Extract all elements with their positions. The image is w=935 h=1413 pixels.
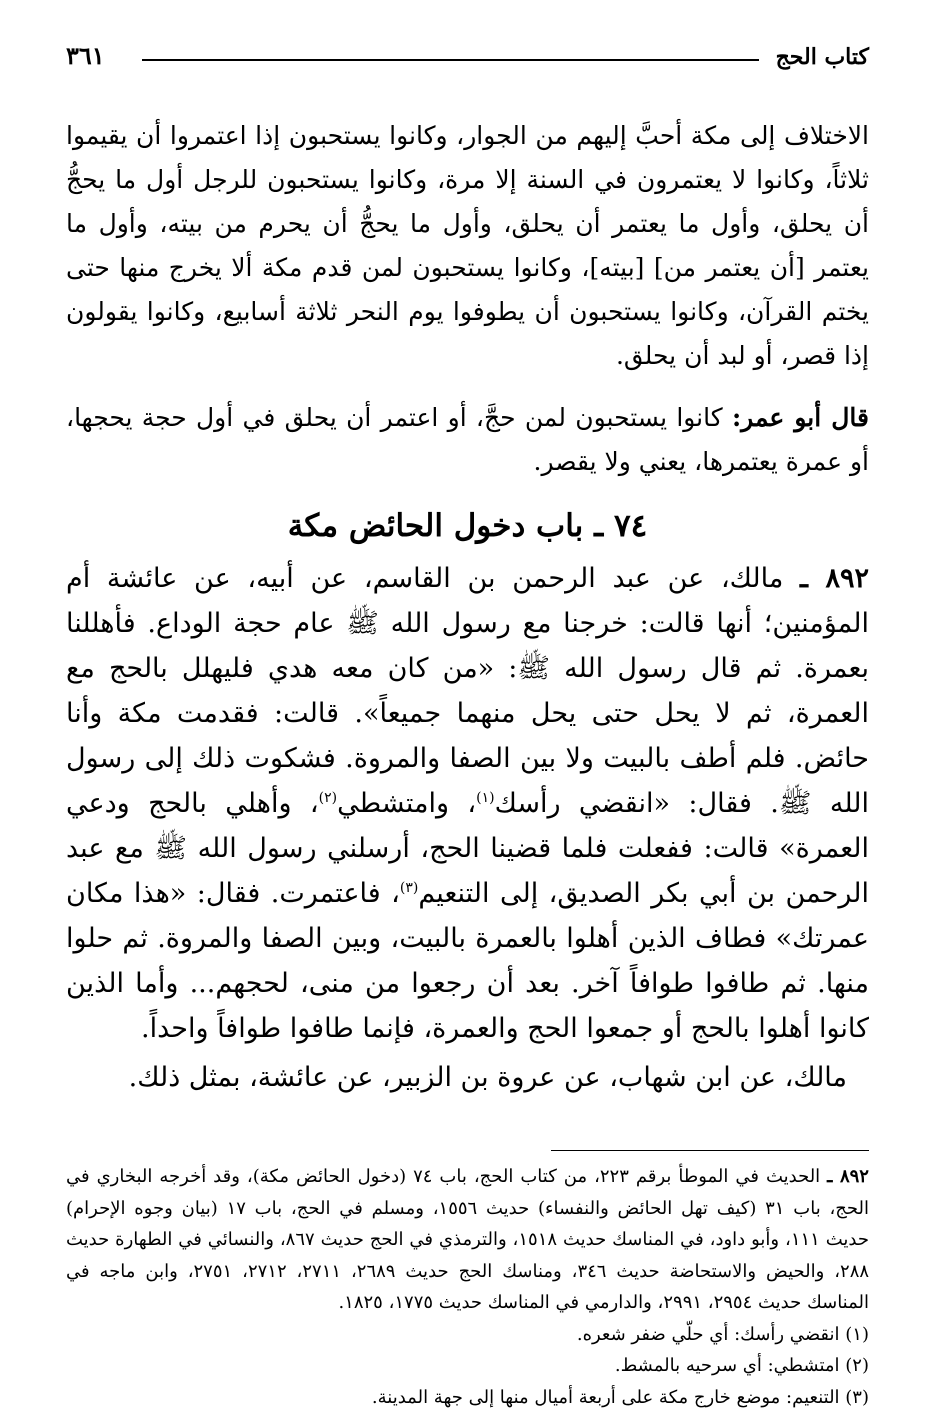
footnote-1: (١) انقضي رأسك: أي حلّي ضفر شعره. <box>66 1319 869 1351</box>
book-title: كتاب الحج <box>776 44 869 70</box>
footnote-main <box>66 1161 869 1319</box>
abu-umar-text: كانوا يستحبون لمن حجَّ، أو اعتمر أن يحلق في أول حجة يحجها، أو عمرة يعتمرها، يعني ولا يقصر. <box>66 403 869 476</box>
footnote-marker-3: (٣) <box>400 880 418 896</box>
footnote-3: (٣) التنعيم: موضع خارج مكة على أربعة أميال منها إلى جهة المدينة. <box>66 1382 869 1413</box>
abu-umar-paragraph <box>66 396 869 484</box>
footnote-marker-1: (١) <box>476 790 494 806</box>
hadith-number: ٨٩٢ ـ <box>800 563 869 594</box>
chapter-heading: ٧٤ ـ باب دخول الحائض مكة <box>66 502 869 550</box>
hadith-body-3: ، وأهلي بالحج ودعي العمرة» قالت: ففعلت فلما قضينا الحج، أرسلني رسول الله ﷺ مع عبد الرحمن بن أبي بكر الصديق، إلى التنعيم <box>66 788 869 909</box>
running-header <box>66 28 869 70</box>
opening-paragraph: الاختلاف إلى مكة أحبَّ إليهم من الجوار، وكانوا يستحبون إذا اعتمروا أن يقيموا ثلاثاً، وكانوا لا يعتمرون في السنة إلا مرة، وكانوا يستحبون للرجل أول ما يحجُّ أن يحلق، وأول ما يعتمر أن يحلق، وأول ما يحجُّ أن يحرم من بيته، وأول ما يعتمر [أن يعتمر من] [بيته]، وكانوا يستحبون لمن قدم مكة ألا يخرج منها حتى يختم القرآن، وكانوا يستحبون أن يطوفوا يوم النحر ثلاثة أسابيع، وكانوا يقولون إذا قصر، أو لبد أن يحلق. <box>66 114 869 378</box>
hadith-body-4: ، فاعتمرت. فقال: «هذا مكان عمرتك» فطاف الذين أهلوا بالعمرة بالبيت، وبين الصفا والمروة. ثم حلوا منها. ثم طافوا طوافاً آخر. بعد أن رجعوا من منى، لحجهم... وأما الذين كانوا أهلوا بالحج أو جمعوا الحج والعمرة، فإنما طافوا طوافاً واحداً. <box>66 878 869 1044</box>
hadith-892 <box>66 556 869 1051</box>
footnote-marker-2: (٢) <box>319 790 337 806</box>
header-rule <box>142 59 759 61</box>
hadith-body-1: مالك، عن عبد الرحمن بن القاسم، عن أبيه، عن عائشة أم المؤمنين؛ أنها قالت: خرجنا مع رسول الله ﷺ عام حجة الوداع. فأهللنا بعمرة. ثم قال رسول الله ﷺ: «من كان معه هدي فليهلل بالحج مع العمرة، ثم لا يحل حتى يحل منهما جميعاً». قالت: فقدمت مكة وأنا حائض. فلم أطف بالبيت ولا بين الصفا والمروة. فشكوت ذلك إلى رسول الله ﷺ. فقال: «انقضي رأسك <box>66 563 869 819</box>
footnote-separator <box>551 1150 869 1151</box>
page-number: ٣٦١ <box>66 41 105 70</box>
footnote-2: (٢) امتشطي: أي سرحيه بالمشط. <box>66 1350 869 1382</box>
hadith-body-2: ، وامتشطي <box>337 788 476 819</box>
footnote-main-number: ٨٩٢ ـ <box>827 1166 869 1187</box>
second-chain: مالك، عن ابن شهاب، عن عروة بن الزبير، عن عائشة، بمثل ذلك. <box>66 1055 869 1100</box>
footnote-main-text: الحديث في الموطأ برقم ٢٢٣، من كتاب الحج، باب ٧٤ (دخول الحائض مكة)، وقد أخرجه البخاري في الحج، باب ٣١ (كيف تهل الحائض والنفساء) حديث ١٥٥٦، ومسلم في الحج، باب ١٧ (بيان وجوه الإحرام) حديث ١١١، وأبو داود، في المناسك حديث ١٥١٨، والترمذي في الحج حديث ٨٦٧، والنسائي في الطهارة حديث ٢٨٨، والحيض والاستحاضة حديث ٣٤٦، ومناسك الحج حديث ٢٦٨٩، ٢٧١١، ٢٧١٢، ٢٧٥١، وابن ماجه في المناسك حديث ٢٩٥٤، ٢٩٩١، والدارمي في المناسك حديث ١٧٧٥، ١٨٢٥. <box>66 1166 869 1313</box>
abu-umar-label: قال أبو عمر: <box>732 403 869 432</box>
